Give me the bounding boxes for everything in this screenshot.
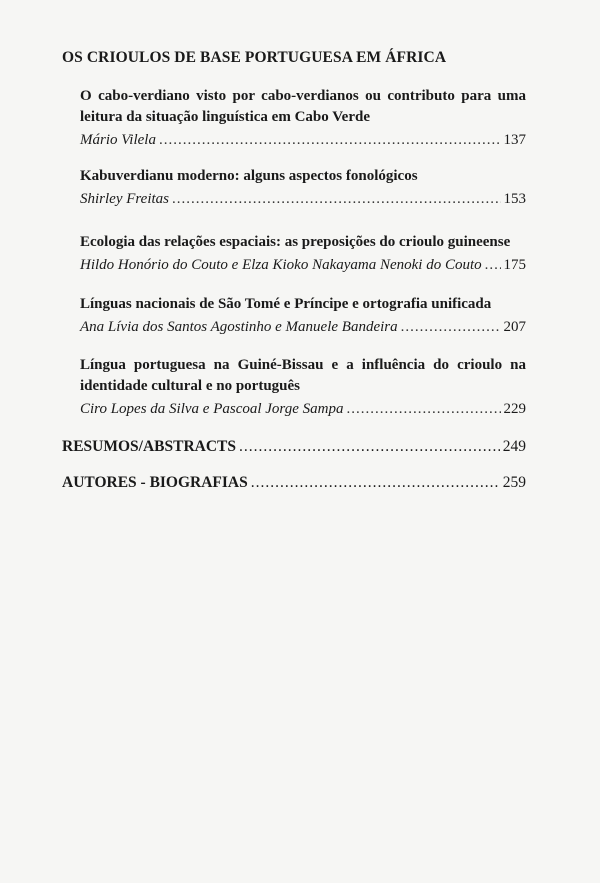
major-section-page: 249 — [502, 438, 526, 455]
entry-author-line — [80, 255, 526, 276]
entry-page-number: 229 — [503, 401, 526, 417]
entry-page-number: 153 — [503, 191, 526, 207]
entry-author: Ciro Lopes da Silva e Pascoal Jorge Sampa — [80, 401, 344, 417]
entry-author-line — [80, 130, 526, 151]
major-section-label: AUTORES - BIOGRAFIAS — [62, 474, 248, 491]
entry-page-number: 207 — [503, 319, 526, 335]
entry-author-line — [80, 189, 526, 210]
entry-author: Hildo Honório do Couto e Elza Kioko Nakayama Nenoki do Couto — [80, 257, 482, 273]
major-section-page: 259 — [502, 474, 526, 491]
dot-leader — [172, 189, 500, 210]
entry-page-number: 137 — [503, 132, 526, 148]
entry-title: O cabo-verdiano visto por cabo-verdianos ou contributo para uma leitura da situação linguística em Cabo Verde — [80, 88, 526, 125]
entry-author-line — [80, 399, 526, 420]
entry-title: Língua portuguesa na Guiné-Bissau e a influência do crioulo na identidade cultural e no português — [80, 357, 526, 394]
toc-entry-1 — [80, 86, 526, 151]
entry-author: Shirley Freitas — [80, 191, 170, 207]
toc-major-resumos — [62, 436, 526, 458]
entry-title: Línguas nacionais de São Tomé e Príncipe e ortografia unificada — [80, 296, 492, 312]
entry-title: Kabuverdianu moderno: alguns aspectos fonológicos — [80, 168, 418, 184]
dot-leader — [401, 317, 501, 338]
dot-leader — [159, 130, 501, 151]
toc-entry-3 — [80, 232, 526, 276]
entry-page-number: 175 — [503, 257, 526, 273]
entry-author: Ana Lívia dos Santos Agostinho e Manuele Bandeira — [80, 319, 398, 335]
dot-leader — [346, 399, 500, 420]
entry-author-line — [80, 317, 526, 338]
toc-major-autores — [62, 472, 526, 494]
toc-entry-4 — [80, 294, 526, 338]
dot-leader — [251, 472, 500, 494]
dot-leader — [239, 436, 500, 458]
dot-leader — [485, 255, 501, 276]
toc-entry-5 — [80, 355, 526, 420]
section-title: OS CRIOULOS DE BASE PORTUGUESA EM ÁFRICA — [62, 49, 447, 66]
toc-entry-2 — [80, 166, 526, 210]
entry-author: Mário Vilela — [80, 132, 156, 148]
major-section-label: RESUMOS/ABSTRACTS — [62, 438, 236, 455]
entry-title: Ecologia das relações espaciais: as preposições do crioulo guineense — [80, 234, 511, 250]
